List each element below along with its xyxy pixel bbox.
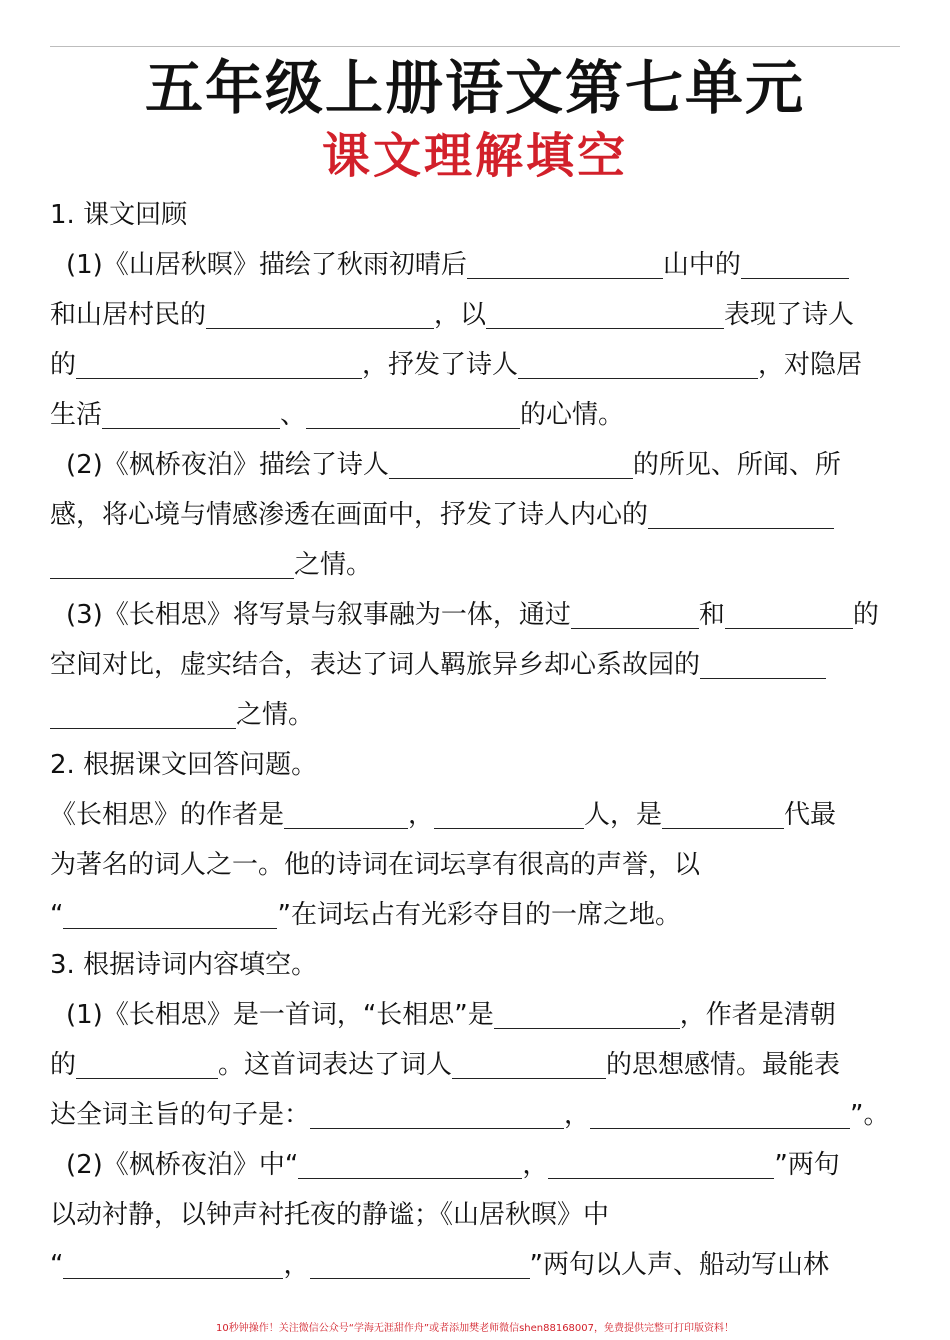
question-2-line-2: 为著名的词人之一。他的诗词在词坛享有很高的声誉，以: [50, 850, 701, 880]
answer-blank[interactable]: [548, 1144, 774, 1179]
answer-blank[interactable]: [662, 794, 784, 829]
question-3-2-line-2: 以动衬静，以钟声衬托夜的静谧；《山居秋暝》中: [50, 1200, 610, 1230]
question-2-line-1: 《长相思》的作者是 ， 人，是 代最: [50, 790, 898, 840]
answer-blank[interactable]: [63, 1244, 283, 1279]
answer-blank[interactable]: [518, 344, 758, 379]
answer-blank[interactable]: [50, 694, 236, 729]
answer-blank[interactable]: [298, 1144, 522, 1179]
question-1-1-line-1: (1)《山居秋暝》描绘了秋雨初晴后 山中的: [50, 240, 898, 290]
page-subtitle: 课文理解填空: [321, 128, 628, 184]
question-1-1-line-2: 和山居村民的 ，以 表现了诗人: [50, 290, 898, 340]
question-2-line-3: “ ”在词坛占有光彩夺目的一席之地。: [50, 890, 898, 940]
question-1-1-line-4: 生活 、 的心情。: [50, 390, 898, 440]
question-3-1-line-3: 达全词主旨的句子是： ， ”。: [50, 1090, 898, 1140]
worksheet-body: [50, 190, 898, 1290]
question-1-1-line-3: 的 ，抒发了诗人 ，对隐居: [50, 340, 898, 390]
question-1-2-line-1: (2)《枫桥夜泊》描绘了诗人 的所见、所闻、所: [50, 440, 898, 490]
answer-blank[interactable]: [50, 544, 294, 579]
answer-blank[interactable]: [206, 294, 434, 329]
question-1-3-line-2: 空间对比，虚实结合，表达了词人羁旅异乡却心系故园的: [50, 640, 898, 690]
question-1-3-line-1: (3)《长相思》将写景与叙事融为一体，通过 和 的: [50, 590, 898, 640]
answer-blank[interactable]: [590, 1094, 850, 1129]
section-heading-3: 3. 根据诗词内容填空。: [50, 950, 318, 980]
answer-blank[interactable]: [741, 244, 849, 279]
answer-blank[interactable]: [284, 794, 408, 829]
question-3-1-line-1: (1)《长相思》是一首词，“长相思”是 ，作者是清朝: [50, 990, 898, 1040]
question-3-2-line-3: “ ， ”两句以人声、船动写山林: [50, 1240, 898, 1290]
answer-blank[interactable]: [494, 994, 680, 1029]
section-heading-2: 2. 根据课文回答问题。: [50, 750, 318, 780]
question-1-2-line-3: 之情。: [50, 540, 898, 590]
section-heading-1: 1. 课文回顾: [50, 200, 188, 230]
top-divider: [50, 46, 900, 47]
footer-note: 10秒钟操作！关注微信公众号“学海无涯甜作舟”或者添加樊老师微信shen88168007，免费提供完整可打印版资料！: [215, 1323, 735, 1334]
answer-blank[interactable]: [76, 344, 362, 379]
answer-blank[interactable]: [452, 1044, 606, 1079]
answer-blank[interactable]: [700, 644, 826, 679]
answer-blank[interactable]: [76, 1044, 218, 1079]
answer-blank[interactable]: [725, 594, 853, 629]
answer-blank[interactable]: [571, 594, 699, 629]
answer-blank[interactable]: [310, 1094, 564, 1129]
question-3-2-line-1: (2)《枫桥夜泊》中“ ， ”两句: [50, 1140, 898, 1190]
question-1-3-line-3: 之情。: [50, 690, 898, 740]
answer-blank[interactable]: [648, 494, 834, 529]
question-3-1-line-2: 的 。这首词表达了词人 的思想感情。最能表: [50, 1040, 898, 1090]
answer-blank[interactable]: [306, 394, 520, 429]
answer-blank[interactable]: [434, 794, 584, 829]
answer-blank[interactable]: [486, 294, 724, 329]
page-title: 五年级上册语文第七单元: [144, 54, 805, 122]
answer-blank[interactable]: [63, 894, 277, 929]
question-1-2-line-2: 感，将心境与情感渗透在画面中，抒发了诗人内心的: [50, 490, 898, 540]
answer-blank[interactable]: [467, 244, 663, 279]
answer-blank[interactable]: [102, 394, 280, 429]
answer-blank[interactable]: [310, 1244, 530, 1279]
answer-blank[interactable]: [389, 444, 633, 479]
